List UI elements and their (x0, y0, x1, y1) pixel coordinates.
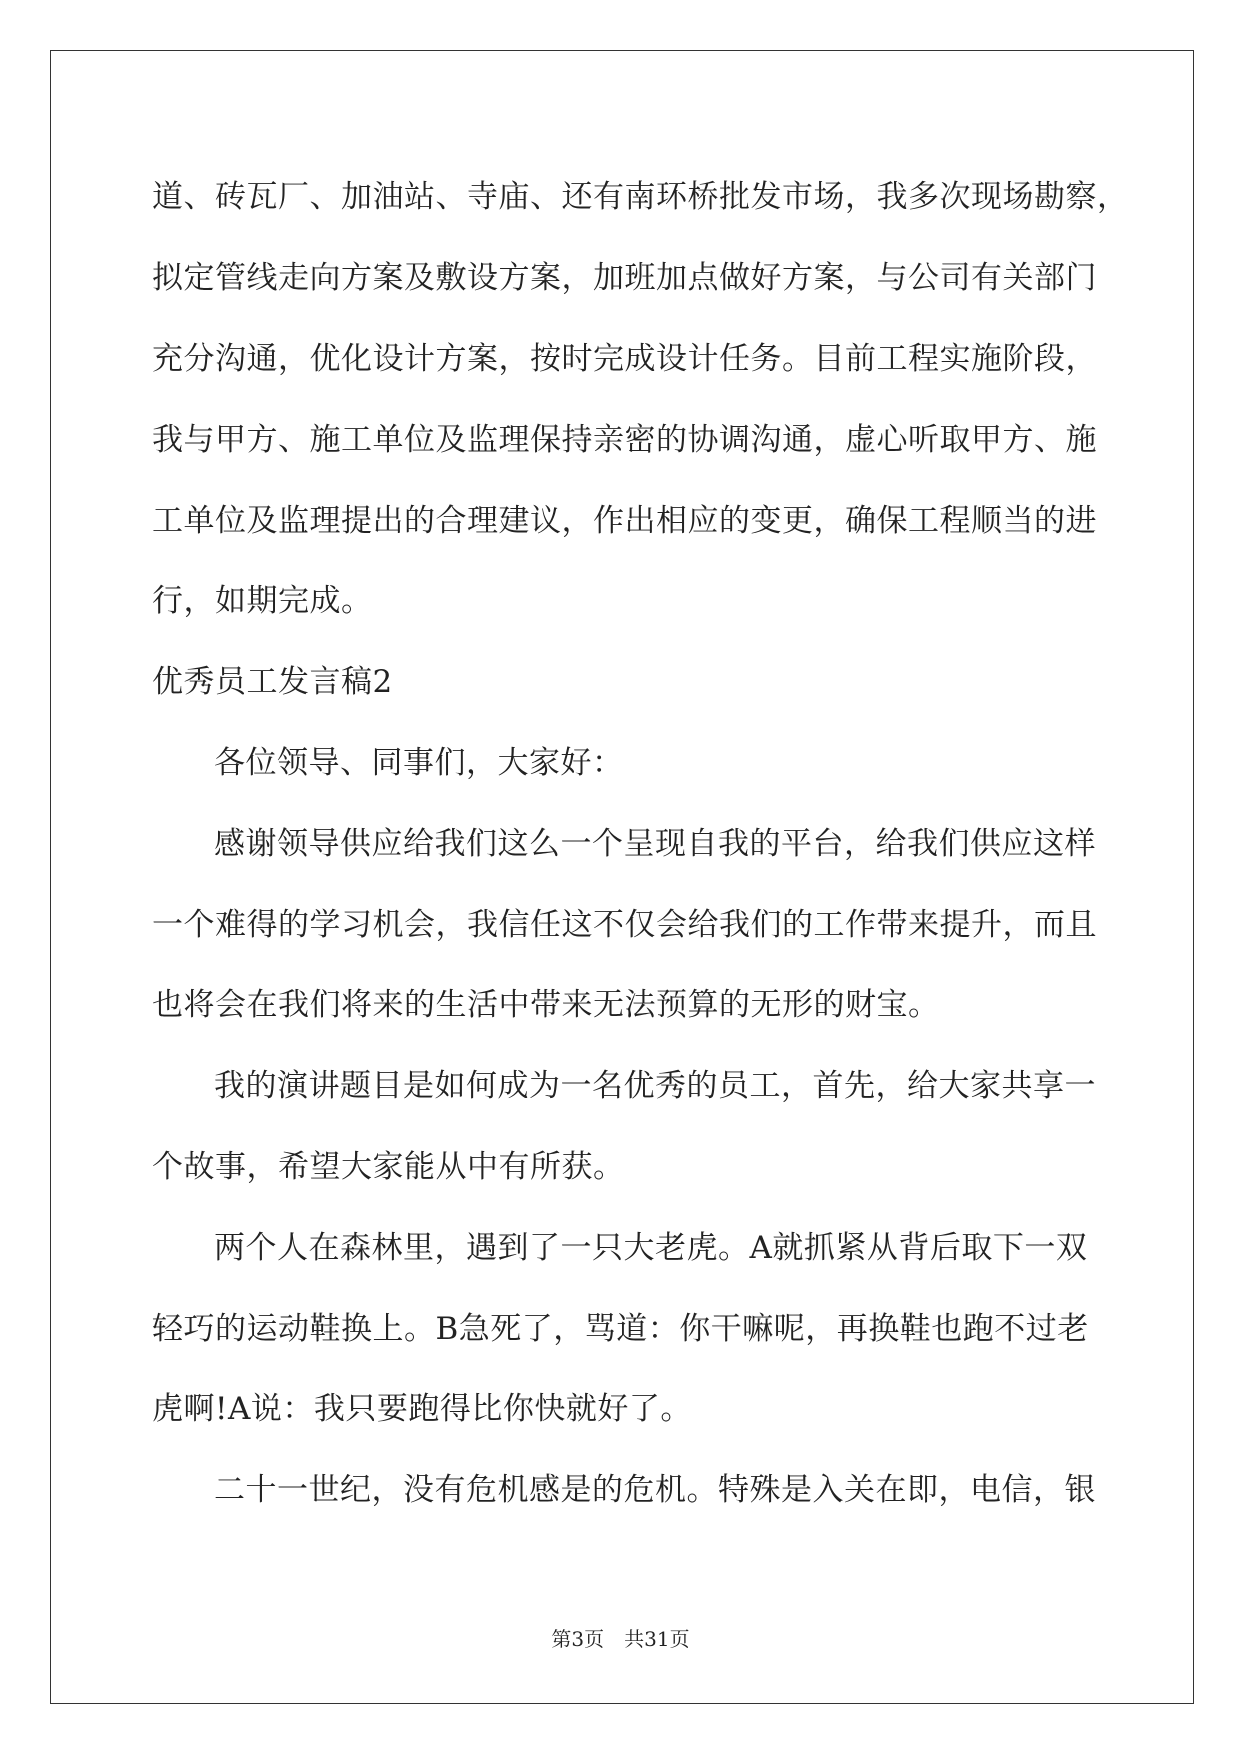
body-text-line: 我的演讲题目是如何成为一名优秀的员工，首先，给大家共享一 (214, 1068, 1096, 1104)
body-text-line: 虎啊!A说：我只要跑得比你快就好了。 (152, 1391, 692, 1427)
body-text-line: 轻巧的运动鞋换上。B急死了，骂道：你干嘛呢，再换鞋也跑不过老 (152, 1311, 1089, 1347)
body-text-line: 工单位及监理提出的合理建议，作出相应的变更，确保工程顺当的进 (152, 503, 1097, 539)
page-footer: 第3页 共31页 (551, 1627, 690, 1651)
body-text-line: 我与甲方、施工单位及监理保持亲密的协调沟通，虚心听取甲方、施 (152, 422, 1097, 458)
body-text-line: 一个难得的学习机会，我信任这不仅会给我们的工作带来提升，而且 (152, 907, 1097, 943)
body-text-line: 充分沟通，优化设计方案，按时完成设计任务。目前工程实施阶段， (152, 341, 1097, 377)
body-text-line: 行，如期完成。 (152, 583, 373, 619)
section-heading: 优秀员工发言稿2 (152, 664, 393, 700)
body-text-line: 道、砖瓦厂、加油站、寺庙、还有南环桥批发市场，我多次现场勘察， (152, 179, 1129, 215)
page-border (50, 50, 1194, 1704)
body-text-line: 个故事，希望大家能从中有所获。 (152, 1149, 625, 1185)
body-text-line: 也将会在我们将来的生活中带来无法预算的无形的财宝。 (152, 987, 940, 1023)
body-text-line: 二十一世纪，没有危机感是的危机。特殊是入关在即，电信，银 (214, 1472, 1096, 1508)
body-text-line: 拟定管线走向方案及敷设方案，加班加点做好方案，与公司有关部门 (152, 260, 1097, 296)
body-text-line: 两个人在森林里，遇到了一只大老虎。A就抓紧从背后取下一双 (214, 1230, 1088, 1266)
salutation: 各位领导、同事们，大家好： (214, 745, 624, 781)
body-text-line: 感谢领导供应给我们这么一个呈现自我的平台，给我们供应这样 (214, 826, 1096, 862)
